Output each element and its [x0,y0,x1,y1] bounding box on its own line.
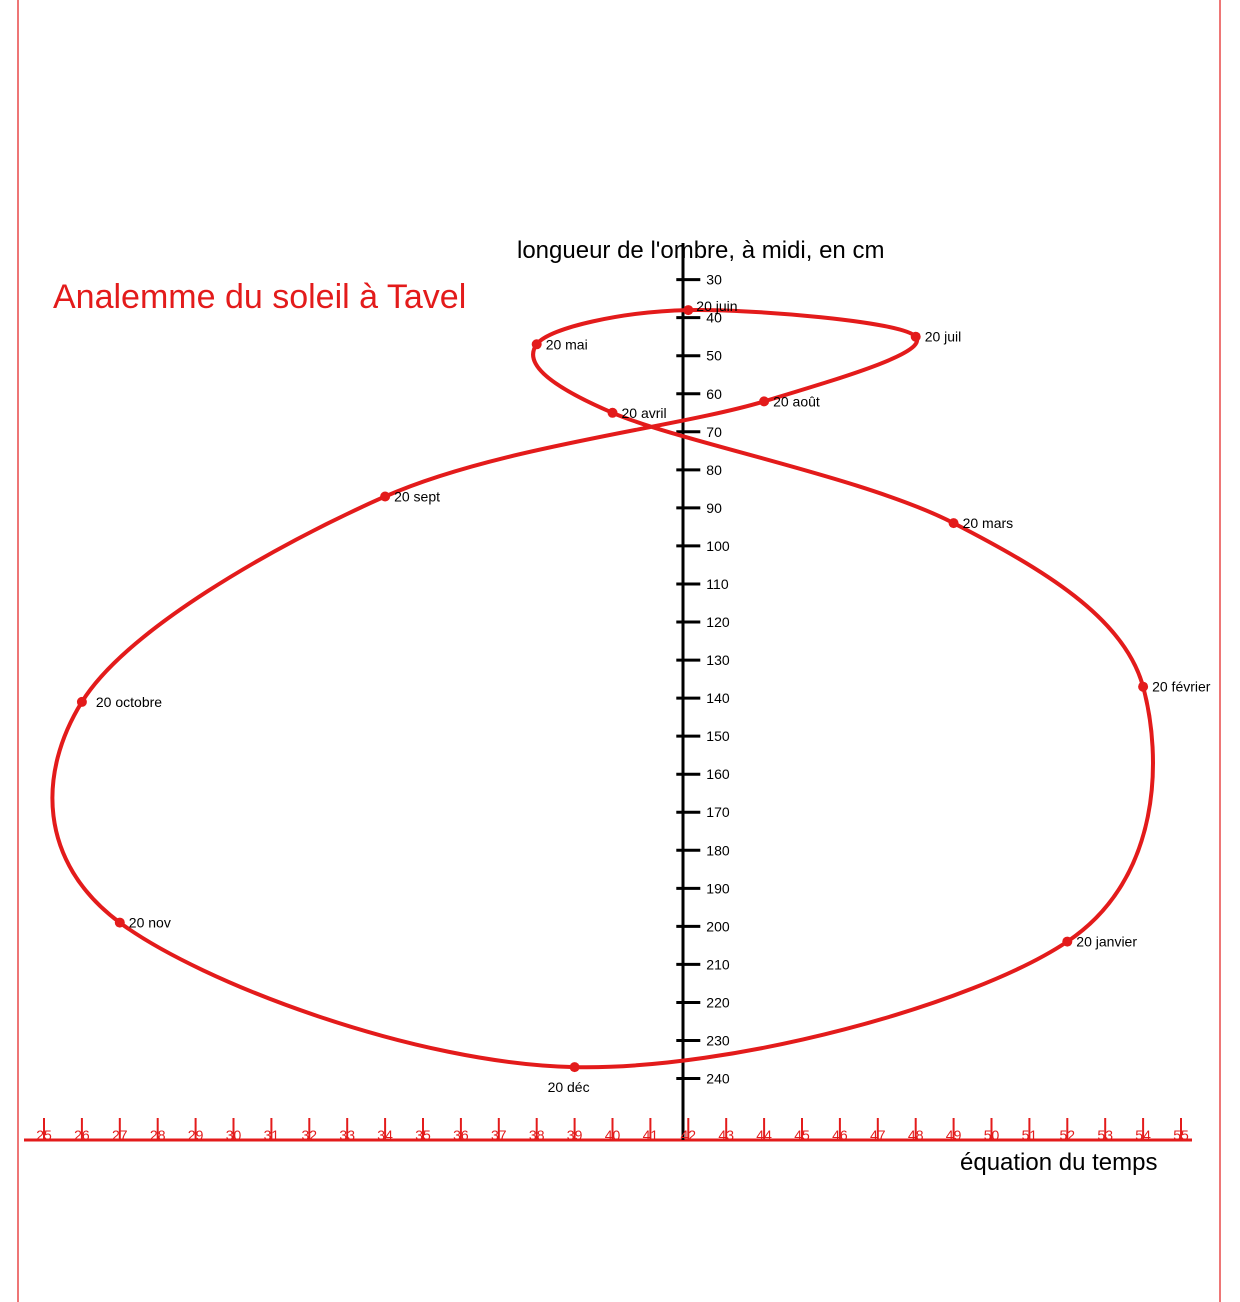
x-tick-label: 50 [983,1127,1000,1143]
y-tick-label: 240 [706,1070,730,1087]
x-tick-label: 26 [74,1127,90,1143]
date-point [532,339,542,349]
x-tick-label: 54 [1135,1127,1151,1143]
x-tick-label: 51 [1021,1127,1038,1143]
date-label: 20 sept [394,488,441,505]
date-point [380,491,390,501]
y-tick-label: 140 [706,690,730,707]
x-tick-label: 29 [187,1127,204,1143]
date-point [115,918,125,928]
y-tick-label: 70 [706,423,722,440]
date-label: 20 janvier [1076,933,1138,950]
x-tick-label: 32 [301,1127,318,1143]
x-tick-label: 30 [225,1127,242,1143]
y-tick-label: 110 [706,575,729,592]
y-tick-label: 40 [706,309,722,326]
x-tick-label: 43 [718,1127,734,1143]
x-tick-label: 31 [263,1127,280,1143]
date-label: 20 octobre [95,693,163,710]
chart-title: Analemme du soleil à Tavel [53,278,467,316]
x-tick-label: 36 [453,1127,469,1143]
y-tick-label: 150 [706,728,730,745]
y-tick-label: 170 [706,804,730,821]
y-tick-label: 190 [706,880,730,897]
x-tick-label: 45 [794,1127,810,1143]
y-tick-label: 100 [706,537,730,554]
x-tick-label: 49 [945,1127,962,1143]
x-tick-label: 55 [1173,1127,1189,1143]
y-tick-label: 180 [706,842,730,859]
date-point [1138,682,1148,692]
x-axis-label: équation du temps [960,1149,1158,1176]
x-tick-label: 47 [870,1127,886,1143]
date-point [608,408,618,418]
y-axis-label: longueur de l'ombre, à midi, en cm [517,237,885,264]
date-label: 20 nov [128,914,171,931]
x-tick-label: 37 [491,1127,507,1143]
x-tick-label: 34 [377,1127,393,1143]
x-tick-label: 38 [528,1127,545,1143]
x-tick-label: 42 [680,1127,697,1143]
y-tick-label: 30 [706,271,722,288]
y-tick-label: 90 [706,499,722,516]
date-label: 20 déc [547,1079,590,1096]
date-label: 20 août [773,393,820,410]
date-point [77,697,87,707]
date-point [911,332,921,342]
date-label: 20 mai [545,336,588,353]
x-tick-label: 25 [36,1127,52,1143]
date-point [570,1062,580,1072]
y-tick-label: 220 [706,994,730,1011]
y-tick-label: 120 [706,614,730,631]
x-tick-label: 41 [642,1127,659,1143]
date-label: 20 février [1152,678,1211,695]
date-points [77,298,1211,1095]
y-tick-label: 50 [706,347,722,364]
x-tick-label: 48 [907,1127,924,1143]
date-point [949,518,959,528]
y-tick-label: 60 [706,385,722,402]
y-tick-label: 80 [706,461,722,478]
date-label: 20 avril [621,404,667,421]
date-point [683,305,693,315]
analemma-curve [52,310,1153,1067]
x-tick-label: 46 [832,1127,848,1143]
x-tick-label: 44 [756,1127,772,1143]
x-tick-label: 27 [112,1127,128,1143]
x-tick-label: 52 [1059,1127,1076,1143]
y-tick-label: 160 [706,766,730,783]
y-tick-label: 230 [706,1032,730,1049]
date-point [1062,937,1072,947]
x-tick-label: 35 [415,1127,431,1143]
x-tick-label: 53 [1097,1127,1113,1143]
x-tick-label: 40 [604,1127,621,1143]
y-tick-label: 200 [706,918,730,935]
y-tick-label: 210 [706,956,730,973]
x-tick-label: 28 [149,1127,166,1143]
date-label: 20 juin [696,298,738,315]
date-point [759,396,769,406]
date-label: 20 mars [962,515,1014,532]
date-label: 20 juil [924,328,962,345]
x-tick-label: 39 [566,1127,583,1143]
y-tick-label: 130 [706,652,730,669]
x-tick-label: 33 [339,1127,355,1143]
